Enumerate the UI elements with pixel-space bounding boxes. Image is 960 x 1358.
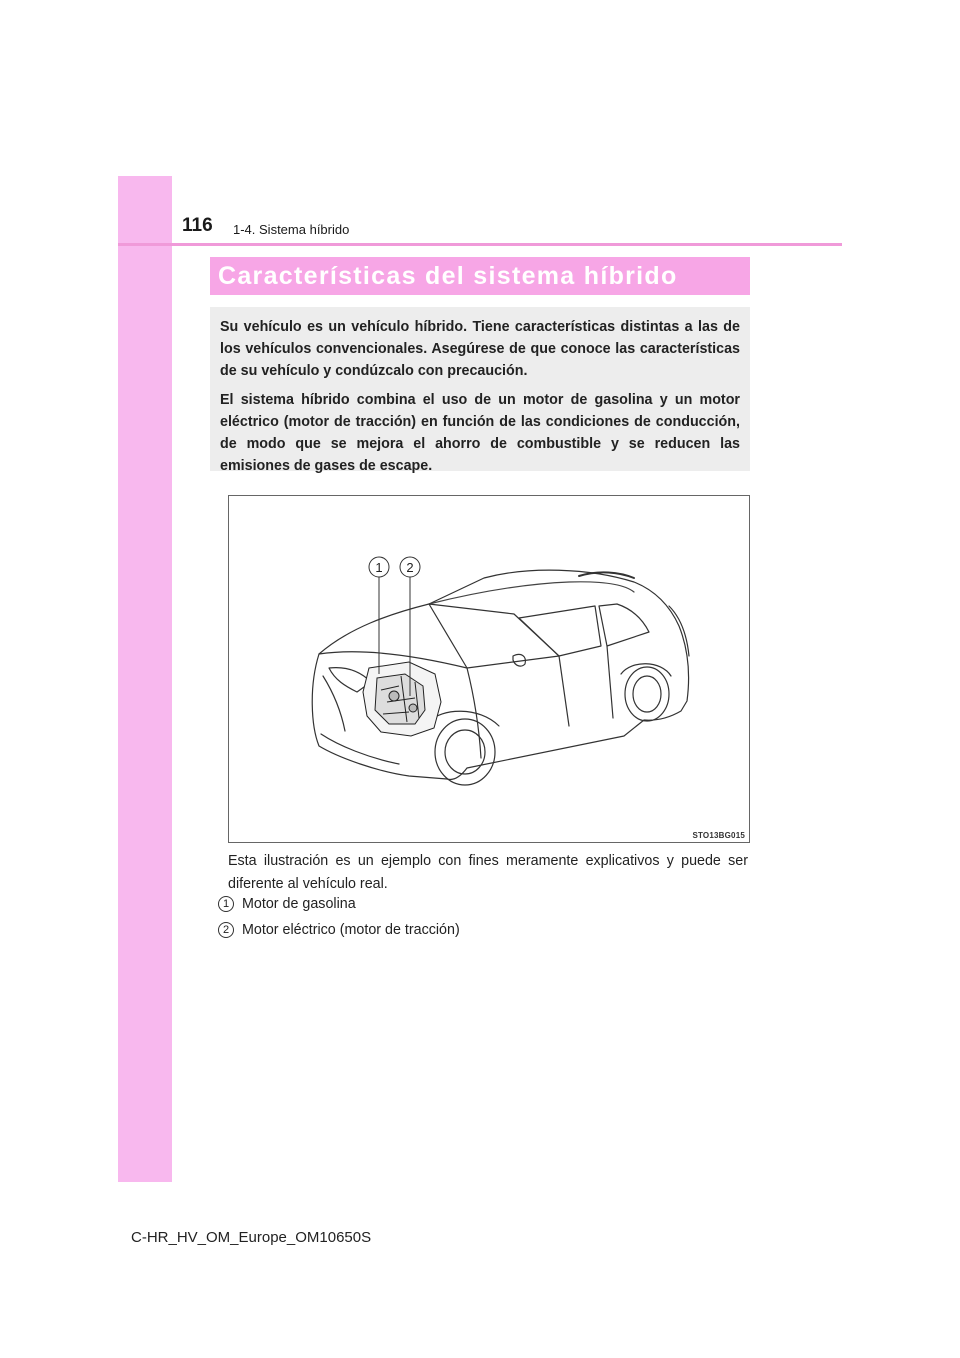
legend-number-1-icon: 1 bbox=[218, 896, 234, 912]
intro-box bbox=[210, 307, 750, 475]
section-title-bar bbox=[210, 257, 750, 295]
intro-paragraph-1: Su vehículo es un vehículo híbrido. Tiene características distintas a las de los vehículos convencionales. Asegúrese de que conoce las características de su vehículo y condúzcalo con precaución. bbox=[220, 319, 740, 380]
legend-number-2-icon: 2 bbox=[218, 922, 234, 938]
section-title: Características del sistema híbrido bbox=[218, 261, 678, 290]
callout-1-label: 1 bbox=[375, 560, 383, 575]
figure-caption: Esta ilustración es un ejemplo con fines meramente explicativos y puede ser diferente al vehículo real. bbox=[228, 853, 748, 892]
figure-code: STO13BG015 bbox=[692, 831, 745, 840]
legend-item-1 bbox=[218, 894, 356, 914]
document-code: C-HR_HV_OM_Europe_OM10650S bbox=[131, 1229, 372, 1246]
legend-label-2: Motor eléctrico (motor de tracción) bbox=[242, 922, 460, 938]
section-reference: 1-4. Sistema híbrido bbox=[233, 222, 350, 237]
hybrid-car-drawing bbox=[229, 496, 749, 842]
intro-paragraph-2: El sistema híbrido combina el uso de un motor de gasolina y un motor eléctrico (motor de tracción) en función de las condiciones de conducción, de modo que se mejora el ahorro de combustible y se reducen las emisiones de gases de escape. bbox=[220, 391, 740, 475]
engine-block-graphic bbox=[363, 662, 441, 736]
legend-label-1: Motor de gasolina bbox=[242, 896, 356, 912]
callout-2-label: 2 bbox=[406, 560, 414, 575]
legend-item-2 bbox=[218, 920, 460, 940]
side-tab-band bbox=[118, 176, 172, 1182]
vehicle-illustration bbox=[228, 495, 750, 843]
page-number: 116 bbox=[182, 215, 213, 236]
header-rule bbox=[118, 243, 842, 246]
